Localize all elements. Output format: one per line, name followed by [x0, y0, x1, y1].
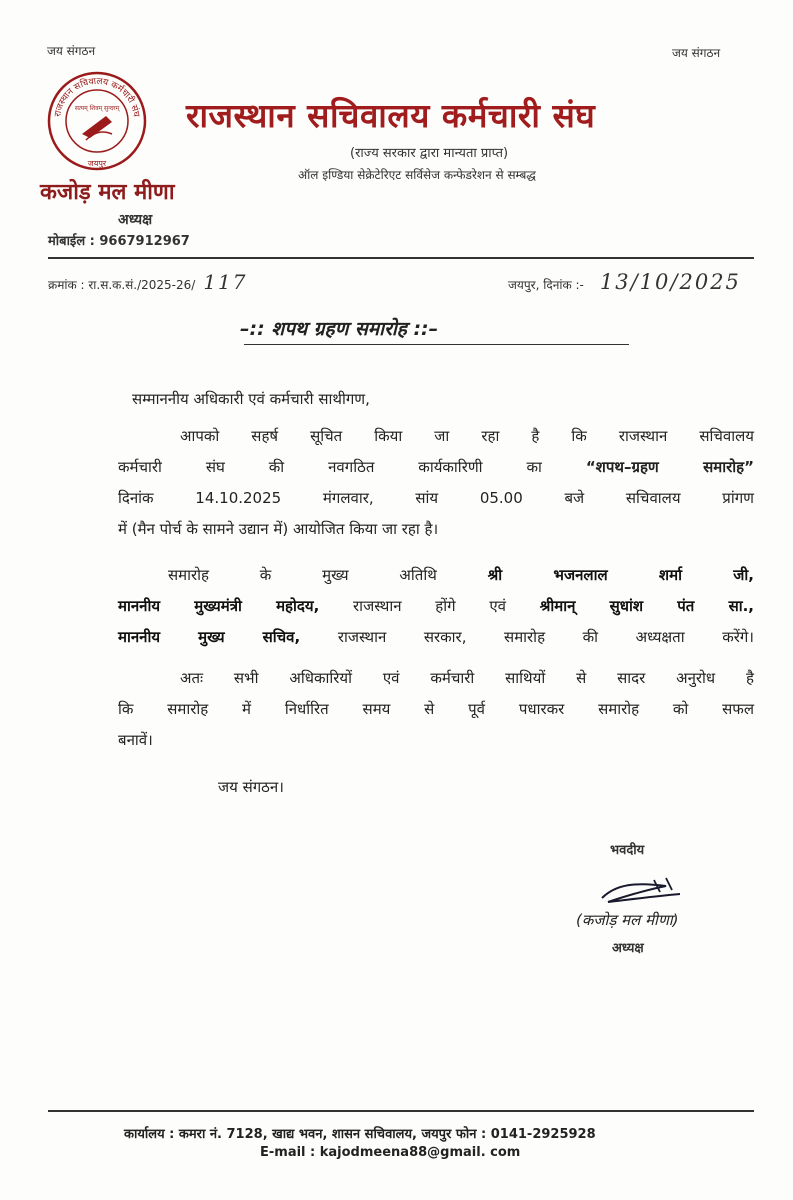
subject-underline [244, 344, 629, 345]
salutation: सम्माननीय अधिकारी एवं कर्मचारी साथीगण, [132, 390, 370, 408]
signer-name: (कजोड़ मल मीणा) [576, 911, 679, 929]
reference-handwritten-number: 117 [203, 270, 248, 294]
body-line: में (मैन पोर्च के सामने उद्यान में) आयोजित किया जा रहा है। [118, 520, 439, 538]
body-text: राजस्थान सरकार, समारोह की अध्यक्षता करेंगे। [337, 628, 754, 646]
footer-address: कार्यालय : कमरा नं. 7128, खाद्य भवन, शासन सचिवालय, जयपुर फोन : 0141-2925928 [124, 1127, 596, 1142]
president-title: अध्यक्ष [118, 212, 153, 228]
president-name: कजोड़ मल मीणा [40, 180, 175, 205]
presiding-guest-designation: माननीय मुख्य सचिव, [118, 628, 301, 646]
chief-guest-designation: माननीय मुख्यमंत्री महोदय, [118, 597, 320, 615]
presiding-guest-name: श्रीमान् सुधांश पंत सा., [539, 597, 754, 615]
date-label: जयपुर, दिनांक :- [508, 278, 584, 292]
body-text: समारोह के मुख्य अतिथि [168, 566, 437, 584]
org-recognition: (राज्य सरकार द्वारा मान्यता प्राप्त) [350, 146, 509, 161]
slogan-left: जय संगठन [47, 44, 96, 58]
body-line [118, 591, 754, 622]
body-line [168, 560, 754, 591]
body-line [118, 452, 754, 483]
closing-slogan: जय संगठन। [218, 778, 284, 796]
body-line: अतः सभी अधिकारियों एवं कर्मचारी साथियों से सादर अनुरोध है [180, 669, 754, 687]
svg-text:सत्यम् शिवम् सुन्दरम्: सत्यम् शिवम् सुन्दरम् [74, 105, 120, 112]
header-divider [48, 257, 754, 259]
chief-guest-name: श्री भजनलाल शर्मा जी, [487, 566, 754, 584]
mobile-number: मोबाईल : 9667912967 [48, 234, 190, 249]
body-line [118, 622, 754, 653]
reference-label: क्रमांक : रा.स.क.सं./2025-26/ [48, 278, 196, 292]
subject-heading: –:: शपथ ग्रहण समारोह ::– [240, 318, 439, 340]
body-text: कर्मचारी संघ की नवगठित कार्यकारिणी का [118, 458, 542, 476]
footer-email: E-mail : kajodmeena88@gmail. com [260, 1145, 521, 1160]
svg-text:राजस्थान सचिवालय कर्मचारी संघ: राजस्थान सचिवालय कर्मचारी संघ [53, 76, 141, 118]
event-name-quote: “शपथ–ग्रहण समारोह” [585, 458, 754, 476]
svg-text:जयपुर: जयपुर [87, 159, 107, 168]
org-affiliation: ऑल इण्डिया सेक्रेटेरिएट सर्विसेज कन्फेडरेशन से सम्बद्ध [298, 168, 536, 182]
signer-title: अध्यक्ष [612, 941, 644, 956]
union-seal-logo [46, 70, 148, 172]
body-line: बनावें। [118, 731, 153, 749]
body-line: दिनांक 14.10.2025 मंगलवार, सांय 05.00 बजे सचिवालय प्रांगण [118, 489, 754, 507]
handwritten-signature [596, 876, 686, 910]
org-title: राजस्थान सचिवालय कर्मचारी संघ [186, 96, 596, 135]
reference-number [48, 270, 248, 294]
slogan-right: जय संगठन [672, 46, 721, 60]
date-handwritten: 13/10/2025 [599, 270, 741, 294]
body-line: आपको सहर्ष सूचित किया जा रहा है कि राजस्थान सचिवालय [180, 427, 754, 445]
footer-divider [48, 1110, 754, 1112]
body-text: राजस्थान होंगे एवं [353, 597, 506, 615]
letter-date [508, 270, 741, 294]
sign-off: भवदीय [610, 843, 645, 858]
body-line: कि समारोह में निर्धारित समय से पूर्व पधारकर समारोह को सफल [118, 700, 754, 718]
